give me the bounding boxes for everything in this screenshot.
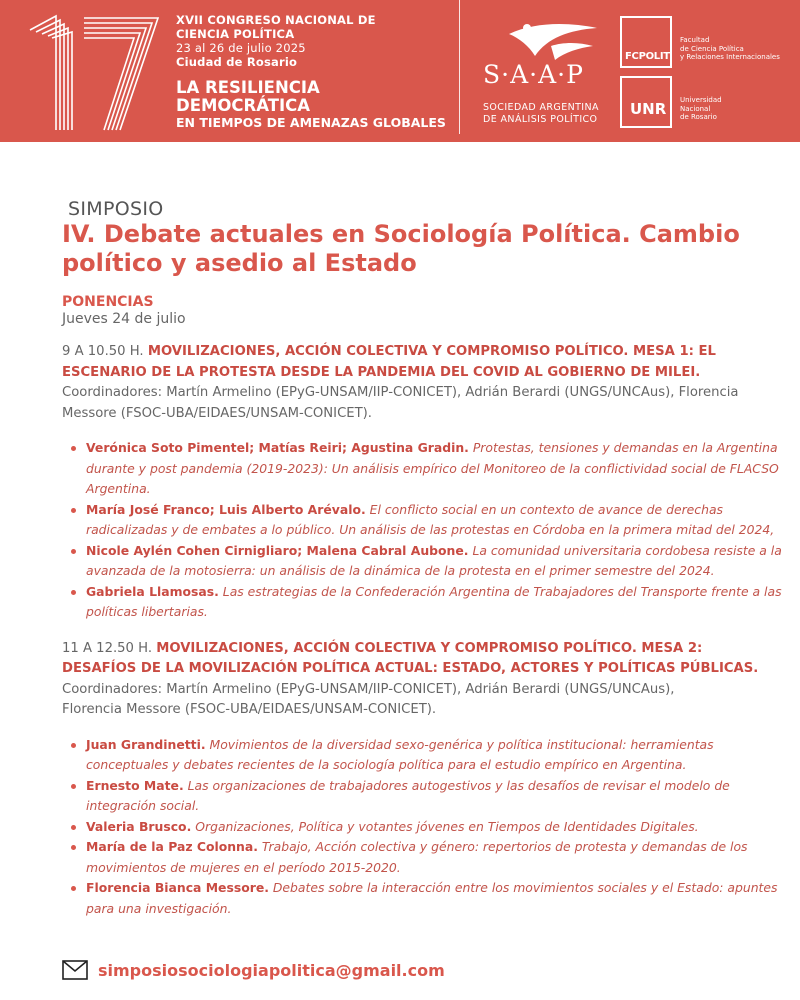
list-item [70,500,782,541]
session-2-title-a: MOVILIZACIONES, ACCIÓN COLECTIVA Y COMPROMISO POLÍTICO. MESA 2: [156,640,703,656]
paper-author: María de la Paz Colonna. [86,839,258,854]
banner-divider [459,0,460,134]
list-item [70,837,782,878]
session-1-coordinators [62,383,782,424]
fcpolit-text [680,36,780,62]
unr-logo [620,76,672,128]
contact-row [62,960,445,980]
session-1 [62,342,782,623]
saap-subtitle-line-1: SOCIEDAD ARGENTINA [483,102,599,113]
paper-title: La comunidad universitaria cordobesa resiste a la avanzada de la motosierra: un análisis de la dinámica de la protesta en el primer semestre del 2024. [86,542,782,578]
session-1-title-a: MOVILIZACIONES, ACCIÓN COLECTIVA Y COMPROMISO POLÍTICO. MESA 1: EL [147,344,716,359]
contact-email-link[interactable]: simposiosociologiapolitica@gmail.com [98,960,445,980]
saap-subtitle-line-2: DE ANÁLISIS POLÍTICO [483,114,598,125]
session-1-title-b: ESCENARIO DE LA PROTESTA DESDE LA PANDEMIA DEL COVID AL GOBIERNO DE MILEI. [62,364,701,380]
congress-dates: 23 al 26 de julio 2025 [176,41,306,55]
session-2-title-b: DESAFÍOS DE LA MOVILIZACIÓN POLÍTICA ACTUAL: ESTADO, ACTORES Y POLÍTICAS PÚBLICAS. [62,661,759,676]
session-2 [62,639,782,920]
session-2-heading [62,639,782,660]
paper-author: María José Franco; Luis Alberto Arévalo. [86,501,366,517]
section-heading: PONENCIAS [62,294,154,310]
paper-author: Juan Grandinetti. [86,736,206,752]
paper-title: Protestas, tensiones y demandas en la Argentina durante y post pandemia (2019-2023): Un análisis empírico del Monitoreo de la conflictividad social de FLACSO Argentina. [86,440,779,496]
list-item [70,541,782,582]
list-item [70,582,782,623]
paper-title: Las estrategias de la Confederación Argentina de Trabajadores del Transporte frente a las políticas libertarias. [86,583,782,619]
unr-text-3: de Rosario [680,113,717,121]
saap-title: S·A·A·P [483,60,584,89]
session-1-coordinators-a: Coordinadores: Martín Armelino (EPyG-UNSAM/IIP-CONICET), Adrián Berardi (UNGS/UNCAus), Florencia [62,385,739,400]
paper-author: Valeria Brusco. [86,818,192,834]
symposium-title [62,220,782,278]
session-day: Jueves 24 de julio [62,311,186,327]
paper-author: Nicole Aylén Cohen Cirnigliaro; Malena Cabral Aubone. [86,542,469,558]
fcpolit-text-1: Facultad [680,36,710,44]
paper-title: Debates sobre la interacción entre los movimientos sociales y el Estado: apuntes para una investigación. [86,880,778,916]
paper-title: Movimientos de la diversidad sexo-genérica y política institucional: herramientas conceptuales y debates recientes de la sociología política para el estudio empírico en Argentina. [86,736,714,772]
unr-label: UNR [630,100,667,118]
congress-theme-line-1: LA RESILIENCIA DEMOCRÁTICA [176,78,320,115]
session-2-time: 11 A 12.50 H. [62,640,153,656]
fcpolit-text-2: de Ciencia Política [680,44,744,53]
header-banner [0,0,800,142]
list-item [70,817,782,838]
session-2-coordinators-a: Coordinadores: Martín Armelino (EPyG-UNSAM/IIP-CONICET), Adrián Berardi (UNGS/UNCAus), [62,681,675,697]
paper-author: Florencia Bianca Messore. [86,880,269,895]
fcpolit-label: FCPOLIT [625,51,670,62]
envelope-icon [62,960,88,980]
congress-city: Ciudad de Rosario [176,55,298,69]
session-1-papers [70,438,782,623]
paper-author: Ernesto Mate. [86,777,184,793]
unr-text-1: Universidad [680,96,722,104]
list-item [70,438,782,500]
congress-line-2: CIENCIA POLÍTICA [176,27,295,41]
saap-subtitle [483,102,599,126]
paper-author: Verónica Soto Pimentel; Matías Reiri; Agustina Gradin. [86,440,469,455]
symposium-title-line-2: político y asedio al Estado [62,249,417,277]
fcpolit-logo [620,16,672,68]
congress-theme-line-2: EN TIEMPOS DE AMENAZAS GLOBALES [176,115,446,130]
list-item [70,878,782,919]
session-2-papers [70,735,782,920]
symposium-eyebrow: SIMPOSIO [68,198,164,220]
session-1-coordinators-b: Messore (FSOC-UBA/EIDAES/UNSAM-CONICET). [62,405,372,421]
congress-17-logo [28,14,160,132]
congress-info [176,13,446,131]
unr-text [680,96,722,122]
paper-title: El conflicto social en un contexto de avance de derechas radicalizadas y de embates a lo público. Un análisis de las protestas en Córdoba en la primera mitad del 2024, [86,501,775,537]
paper-title: Las organizaciones de trabajadores autogestivos y las desafíos de revisar el modelo de integración social. [86,777,730,813]
saap-logo-icon [505,16,601,64]
session-1-time: 9 A 10.50 H. [62,344,144,359]
session-2-coordinators [62,680,782,721]
symposium-content [62,198,782,919]
paper-author: Gabriela Llamosas. [86,583,219,599]
list-item [70,735,782,776]
congress-line-1: XVII CONGRESO NACIONAL DE [176,13,376,27]
list-item [70,776,782,817]
fcpolit-text-3: y Relaciones Internacionales [680,53,780,61]
session-1-heading [62,342,782,363]
symposium-title-line-1: IV. Debate actuales en Sociología Política. Cambio [62,220,740,248]
unr-text-2: Nacional [680,104,711,113]
paper-title: Trabajo, Acción colectiva y género: repertorios de protesta y demandas de los movimientos de mujeres en el período 2015-2020. [86,839,748,875]
paper-title: Organizaciones, Política y votantes jóvenes en Tiempos de Identidades Digitales. [195,818,699,834]
session-2-coordinators-b: Florencia Messore (FSOC-UBA/EIDAES/UNSAM-CONICET). [62,702,437,717]
